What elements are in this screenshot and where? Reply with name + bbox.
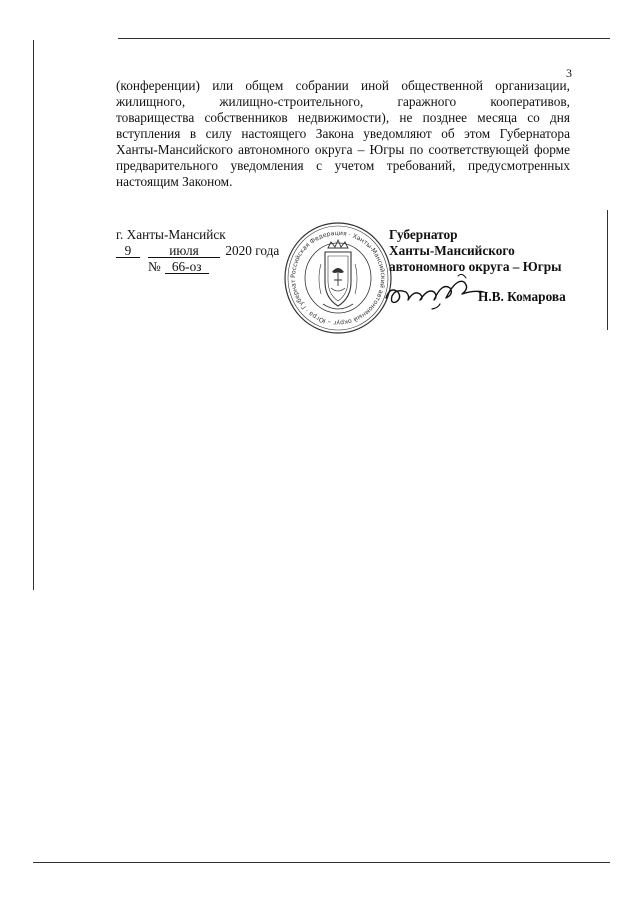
body-line: настоящим Законом. [116, 174, 233, 189]
body-paragraph [116, 78, 570, 190]
date-of-signing [116, 243, 279, 259]
scan-border-left [33, 40, 34, 590]
number-value: 66-оз [165, 260, 209, 274]
signatory-title-line: автономного округа – Югры [389, 259, 562, 274]
seal-ring-text: Российская Федерация · Ханты-Мансийский автономный округ – Югра · Губернат [289, 229, 387, 327]
signatory-name: Н.В. Комарова [478, 289, 566, 304]
handwritten-signature [380, 268, 490, 310]
signatory-title-line: Губернатор [389, 227, 458, 242]
scan-border-top [118, 38, 610, 39]
law-number [148, 259, 209, 275]
body-line: товарищества собственников недвижимости), не позднее месяца со дня [116, 110, 570, 125]
scan-border-bottom [33, 862, 610, 863]
date-day: 9 [116, 244, 140, 258]
date-year: 2020 года [225, 243, 280, 258]
body-line: жилищного, жилищно-строительного, гаражного кооперативов, [116, 94, 570, 109]
body-line: (конференции) или общем собрании иной общественной организации, [116, 78, 570, 93]
body-line: вступления в силу настоящего Закона уведомляют об этом Губернатора [116, 126, 570, 141]
place-of-signing: г. Ханты-Мансийск [116, 227, 226, 242]
body-line: предварительного уведомления с учетом требований, предусмотренных [116, 158, 570, 173]
number-label: № [148, 259, 161, 274]
scan-border-right [607, 210, 608, 330]
date-month: июля [148, 244, 220, 258]
signatory-title-line: Ханты-Мансийского [389, 243, 515, 258]
page-number: 3 [566, 66, 572, 80]
official-seal [283, 220, 393, 336]
body-line: Ханты-Мансийского автономного округа – Югры по соответствующей форме [116, 142, 570, 157]
